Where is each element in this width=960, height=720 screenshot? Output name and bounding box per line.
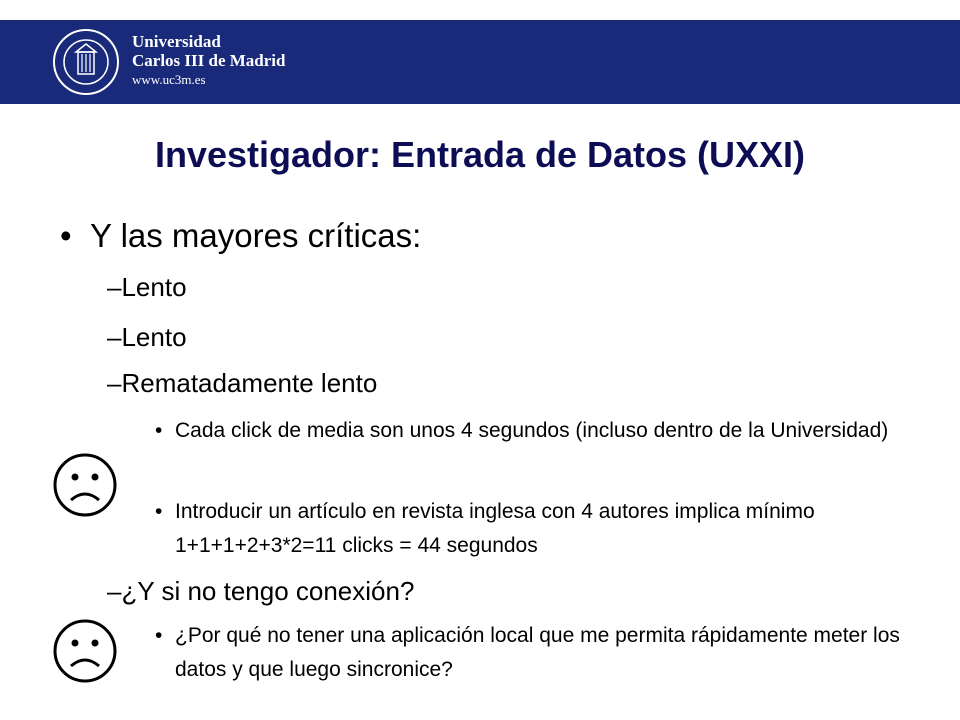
- detail-text: Introducir un artículo en revista inglesa con 4 autores implica mínimo 1+1+1+2+3*2=11 clicks = 44 segundos: [175, 500, 815, 557]
- dash-marker: –: [107, 322, 122, 352]
- university-line1: Universidad: [132, 32, 221, 51]
- frowning-face-icon: [52, 618, 118, 684]
- bullet-marker: •: [155, 419, 163, 442]
- sub-item-text: Lento: [121, 322, 187, 352]
- bullet-marker: •: [155, 500, 163, 523]
- sub-item-text: ¿Y si no tengo conexión?: [121, 576, 415, 606]
- sub-item: [107, 368, 377, 399]
- sub-item-text: Lento: [121, 272, 187, 302]
- university-seal-icon: [52, 28, 120, 96]
- bullet-marker: •: [155, 624, 163, 647]
- detail-item: [155, 495, 915, 563]
- dash-marker: –: [107, 272, 122, 302]
- sub-item: [107, 322, 187, 353]
- header-bar: [0, 20, 960, 104]
- university-wordmark: [132, 32, 285, 90]
- bullet-marker: •: [60, 217, 72, 254]
- main-bullet: [60, 217, 421, 255]
- sub-item: [107, 272, 187, 303]
- dash-marker: –: [107, 576, 122, 606]
- slide-title: Investigador: Entrada de Datos (UXXI): [154, 134, 806, 175]
- frowning-face-icon: [52, 452, 118, 518]
- detail-item: [155, 619, 915, 687]
- dash-marker: –: [107, 368, 122, 398]
- detail-text: ¿Por qué no tener una aplicación local que me permita rápidamente meter los datos y que luego sincronice?: [175, 624, 900, 681]
- detail-item: [155, 414, 915, 448]
- sub-item-text: Rematadamente lento: [121, 368, 378, 398]
- university-line2: Carlos III de Madrid: [132, 51, 286, 70]
- detail-text: Cada click de media son unos 4 segundos (incluso dentro de la Universidad): [175, 419, 889, 442]
- university-url: www.uc3m.es: [132, 72, 206, 87]
- main-bullet-text: Y las mayores críticas:: [90, 217, 422, 254]
- sub-item: [107, 576, 414, 607]
